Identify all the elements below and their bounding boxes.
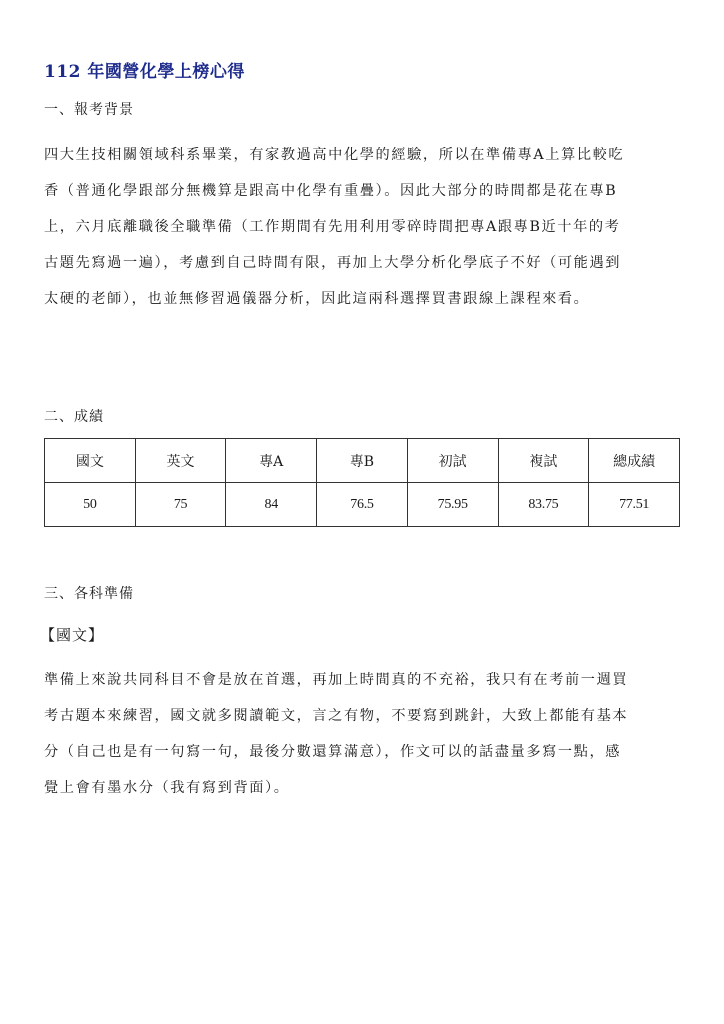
section-heading-scores: 二、成績 xyxy=(44,409,104,425)
table-cell: 50 xyxy=(45,483,136,527)
subject-heading-chinese: 【國文】 xyxy=(40,626,105,644)
table-cell: 75 xyxy=(135,483,226,527)
table-header-cell: 複試 xyxy=(498,439,589,483)
paragraph-line: 香（普通化學跟部分無機算是跟高中化學有重疊）。因此大部分的時間都是花在專B xyxy=(44,183,618,199)
table-cell: 84 xyxy=(226,483,317,527)
scores-table xyxy=(44,438,680,527)
section-heading-preparation: 三、各科準備 xyxy=(44,586,134,602)
chinese-prep-paragraph xyxy=(44,662,684,806)
table-header-cell: 專B xyxy=(317,439,408,483)
table-header-cell: 總成績 xyxy=(589,439,680,483)
table-header-cell: 專A xyxy=(226,439,317,483)
paragraph-line: 覺上會有墨水分（我有寫到背面）。 xyxy=(44,780,290,796)
paragraph-line: 四大生技相關領域科系畢業，有家教過高中化學的經驗，所以在準備專A上算比較吃 xyxy=(44,147,625,163)
table-cell: 75.95 xyxy=(407,483,498,527)
paragraph-line: 太硬的老師），也並無修習過儀器分析，因此這兩科選擇買書跟線上課程來看。 xyxy=(44,291,590,307)
paragraph-line: 準備上來說共同科目不會是放在首選，再加上時間真的不充裕，我只有在考前一週買 xyxy=(44,672,629,688)
table-cell: 77.51 xyxy=(589,483,680,527)
paragraph-line: 古題先寫過一遍），考慮到自己時間有限，再加上大學分析化學底子不好（可能遇到 xyxy=(44,255,622,271)
background-paragraph xyxy=(44,137,684,317)
document-title: 112 年國營化學上榜心得 xyxy=(44,62,245,82)
table-header-cell: 初試 xyxy=(407,439,498,483)
paragraph-line: 考古題本來練習，國文就多閱讀範文，言之有物，不要寫到跳針，大致上都能有基本 xyxy=(44,708,629,724)
table-header-cell: 國文 xyxy=(45,439,136,483)
paragraph-line: 分（自己也是有一句寫一句，最後分數還算滿意），作文可以的話盡量多寫一點，感 xyxy=(44,744,622,760)
table-header-cell: 英文 xyxy=(135,439,226,483)
table-header-row xyxy=(45,439,680,483)
paragraph-line: 上，六月底離職後全職準備（工作期間有先用利用零碎時間把專A跟專B近十年的考 xyxy=(44,219,621,235)
table-cell: 83.75 xyxy=(498,483,589,527)
section-heading-background: 一、報考背景 xyxy=(44,102,134,118)
table-cell: 76.5 xyxy=(317,483,408,527)
table-row xyxy=(45,483,680,527)
